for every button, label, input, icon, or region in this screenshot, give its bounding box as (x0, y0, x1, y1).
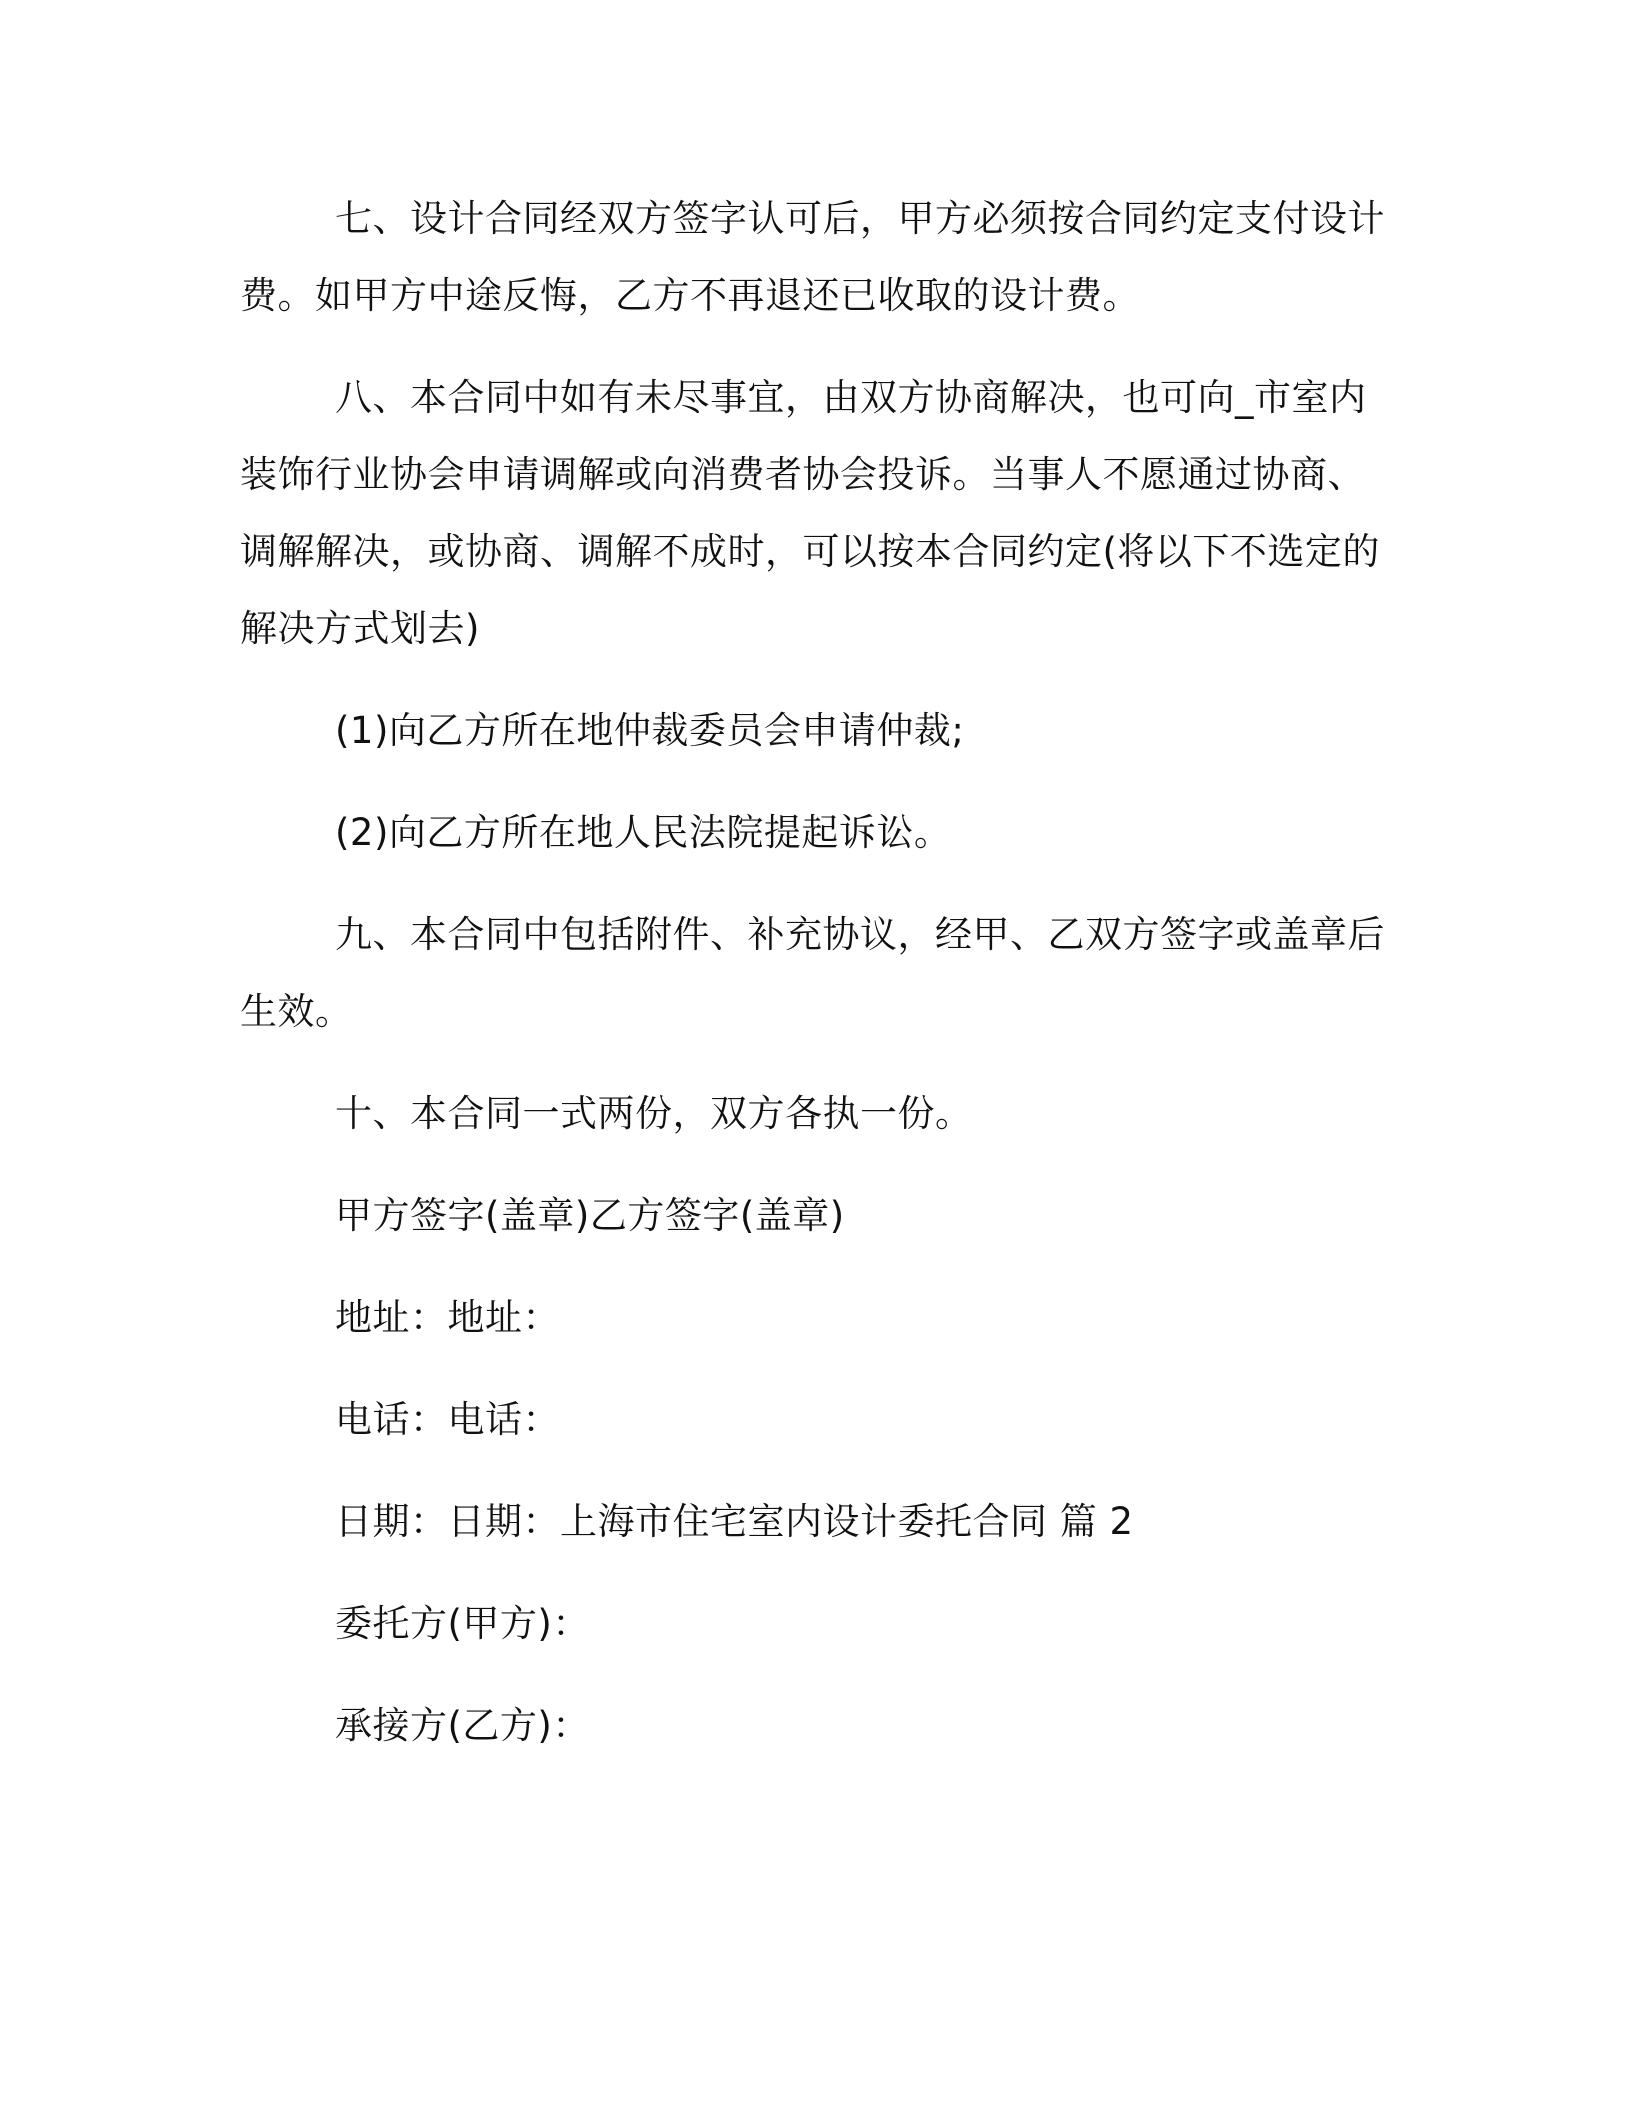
document-body (240, 180, 1390, 1789)
clause-eight: 八、本合同中如有未尽事宜，由双方协商解决，也可向_市室内装饰行业协会申请调解或向消费者协会投诉。当事人不愿通过协商、调解解决，或协商、调解不成时，可以按本合同约定(将以下不选定的解决方式划去) (240, 376, 1380, 650)
clause-nine: 九、本合同中包括附件、补充协议，经甲、乙双方签字或盖章后生效。 (240, 913, 1385, 1033)
dispute-option-litigation: (2)向乙方所在地人民法院提起诉讼。 (335, 811, 952, 854)
phone-line: 电话：电话： (335, 1398, 560, 1441)
signature-line: 甲方签字(盖章)乙方签字(盖章) (335, 1194, 845, 1237)
client-party-line: 委托方(甲方)： (335, 1602, 590, 1645)
contractor-party-line: 承接方(乙方)： (335, 1704, 590, 1747)
date-line: 日期：日期：上海市住宅室内设计委托合同 篇 2 (335, 1500, 1134, 1543)
clause-seven: 七、设计合同经双方签字认可后，甲方必须按合同约定支付设计费。如甲方中途反悔，乙方不再退还已收取的设计费。 (240, 197, 1385, 317)
address-line: 地址：地址： (335, 1296, 560, 1339)
dispute-option-arbitration: (1)向乙方所在地仲裁委员会申请仲裁; (335, 709, 965, 752)
clause-ten: 十、本合同一式两份，双方各执一份。 (335, 1092, 973, 1135)
